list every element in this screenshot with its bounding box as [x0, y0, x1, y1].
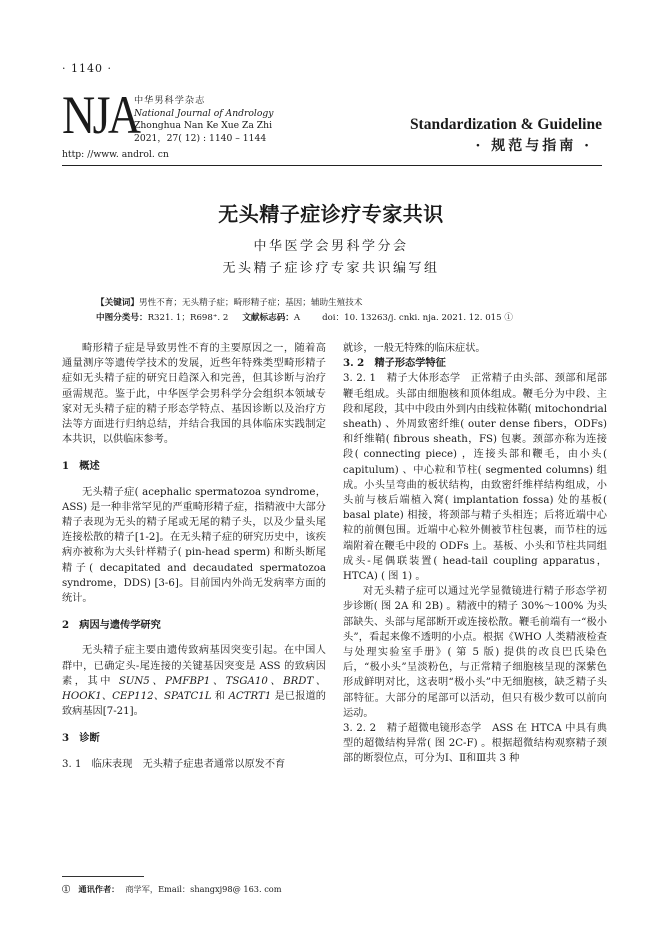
footnote-divider	[62, 876, 144, 877]
gross-morphology-paragraph: 3. 2. 1 精子大体形态学 正常精子由头部、颈部和尾部鞭毛组成。头部由细胞核和顶体组成。鞭毛分为中段、主段和尾段，其中中段由外到内由线粒体鞘( mitochondrial sheath) 、外周致密纤维( outer dense fibers，ODFs) 和纤维鞘( fibrous sheath，FS) 包裹。颈部亦称为连接段( connecting piece) ，连接头部和鞭毛，由小头( capitulum) 、中心粒和节柱( segmented columns) 组成。小头呈弯曲的板状结构，由致密纤维样结构组成，小头前与核后端植入窝( implantation fossa) 处的基板( basal plate) 相接，将颈部与精子头相连；后将近端中心粒的前侧包围。近端中心粒外侧被节柱包裹，而节柱的远端附着在鞭毛中段的 ODFs 上。基板、小头和节柱共同组成头-尾偶联装置( head-tail coupling apparatus，HTCA) ( 图 1) 。	[343, 373, 607, 583]
subsection-heading-morphology: 3. 2 精子形态学特征	[343, 357, 446, 370]
intro-paragraph: 畸形精子症是导致男性不育的主要原因之一，随着高通量测序等遗传学技术的发展，近些年特殊类型畸形精子症如无头精子症的研究日趋深入和完善，但其诊断与治疗亟需规范。鉴于此，中华医学会男科学分会组织本领域专家对无头精子症的精子形态学特点、基因诊断以及治疗方法等方面进行归纳总结，并结合我国的具体临床实践制定本共识，以供临床参考。	[62, 343, 326, 446]
page-number: · 1140 ·	[62, 62, 112, 75]
author-organization: 中华医学会男科学分会	[253, 239, 409, 254]
section-heading-overview: 1 概述	[62, 460, 100, 473]
left-column	[62, 341, 326, 772]
etiology-text-b: 和	[211, 691, 229, 703]
journal-issue: 2021，27( 12) : 1140 – 1144	[134, 132, 267, 144]
keywords-label: 【关键词】	[96, 298, 139, 308]
etiology-text-c: 是已报道的致病基因[7-21]。	[62, 691, 326, 718]
clc-code: R321. 1；R698⁺. 2	[147, 313, 229, 323]
journal-name-en: National Journal of Andrology	[134, 107, 274, 119]
footnote	[62, 884, 281, 895]
section-title-cn: · 规范与指南 ·	[475, 138, 592, 154]
gene-actrt1: ACTRT1	[228, 691, 272, 703]
right-column	[343, 341, 607, 767]
journal-name-cn: 中华男科学杂志	[134, 95, 206, 106]
journal-logo: NJA	[62, 85, 139, 145]
section-heading-etiology: 2 病因与遗传学研究	[62, 619, 161, 632]
clinical-paragraph: 3. 1 临床表现 无头精子症患者通常以原发不育	[62, 758, 286, 770]
clc-label: 中图分类号：	[96, 313, 148, 323]
section-heading-diagnosis: 3 诊断	[62, 732, 100, 745]
doc-code: A	[293, 313, 301, 323]
article-title: 无头精子症诊疗专家共识	[218, 202, 444, 226]
header-divider	[62, 165, 602, 166]
footnote-label: ① 通讯作者：	[62, 884, 120, 894]
gene-list: SUN5、PMFBP1、TSGA10、BRDT、HOOK1、CEP112、SPATC1L	[62, 675, 326, 703]
etiology-text-a: 无头精子症主要由遗传致病基因突变引起。在中国人群中，已确定头-尾连接的关键基因突变是 ASS 的致病因素，其中	[62, 645, 326, 687]
classification-line	[96, 311, 576, 325]
doc-code-label: 文献标志码：	[242, 313, 294, 323]
keywords-line	[96, 296, 576, 310]
footnote-text: 商学军，Email：shangxj98@ 163. com	[125, 884, 282, 894]
author-group: 无头精子症诊疗专家共识编写组	[222, 261, 440, 276]
etiology-paragraph	[62, 643, 326, 719]
doi: doi：10. 13263/j. cnki. nja. 2021. 12. 015 ①	[322, 313, 513, 323]
journal-url[interactable]: http: //www. androl. cn	[62, 149, 169, 160]
journal-name-pinyin: Zhonghua Nan Ke Xue Za Zhi	[134, 120, 273, 132]
journal-info	[134, 95, 273, 145]
overview-paragraph: 无头精子症( acephalic spermatozoa syndrome，ASS) 是一种非常罕见的严重畸形精子症，指精液中大部分精子表现为无头的精子尾或无尾的精子头，以及少量头尾连接松散的精子[1-2]。在无头精子症的研究历史中，该疾病亦被称为大头针样精子( pin-head sperm) 和断头断尾精子( decapitated and decaudated spermatozoa syndrome，DDS) [3-6]。目前国内外尚无发病率方面的统计。	[62, 486, 326, 605]
clinical-paragraph-cont: 就诊，一般无特殊的临床症状。	[343, 343, 486, 354]
light-microscopy-paragraph: 对无头精子症可以通过光学显微镜进行精子形态学初步诊断( 图 2A 和 2B) 。精液中的精子 30%～100% 为头部缺失、头部与尾部断开或连接松散。鞭毛前端有一“极小头”，看起来像不透明的小点。根据《WHO 人类精液检查与处理实验室手册》( 第 5 版) 提供的改良巴氏染色后，“极小头”呈淡粉色，与正常精子细胞核呈现的深紫色形成鲜明对比，这表明“极小头”中无细胞核，缺乏精子头部特征。大部分的尾部可以活动，但只有极少数可以前向运动。	[343, 586, 607, 719]
keywords: 男性不育；无头精子症；畸形精子症；基因；辅助生殖技术	[138, 298, 363, 308]
ultrastructure-paragraph: 3. 2. 2 精子超微电镜形态学 ASS 在 HTCA 中具有典型的超微结构异常( 图 2C-F) 。根据超微结构观察精子颈部的断裂位点，可分为Ⅰ、Ⅱ和Ⅲ共 3 种	[343, 723, 607, 765]
section-title-en: Standardization & Guideline	[409, 116, 602, 133]
